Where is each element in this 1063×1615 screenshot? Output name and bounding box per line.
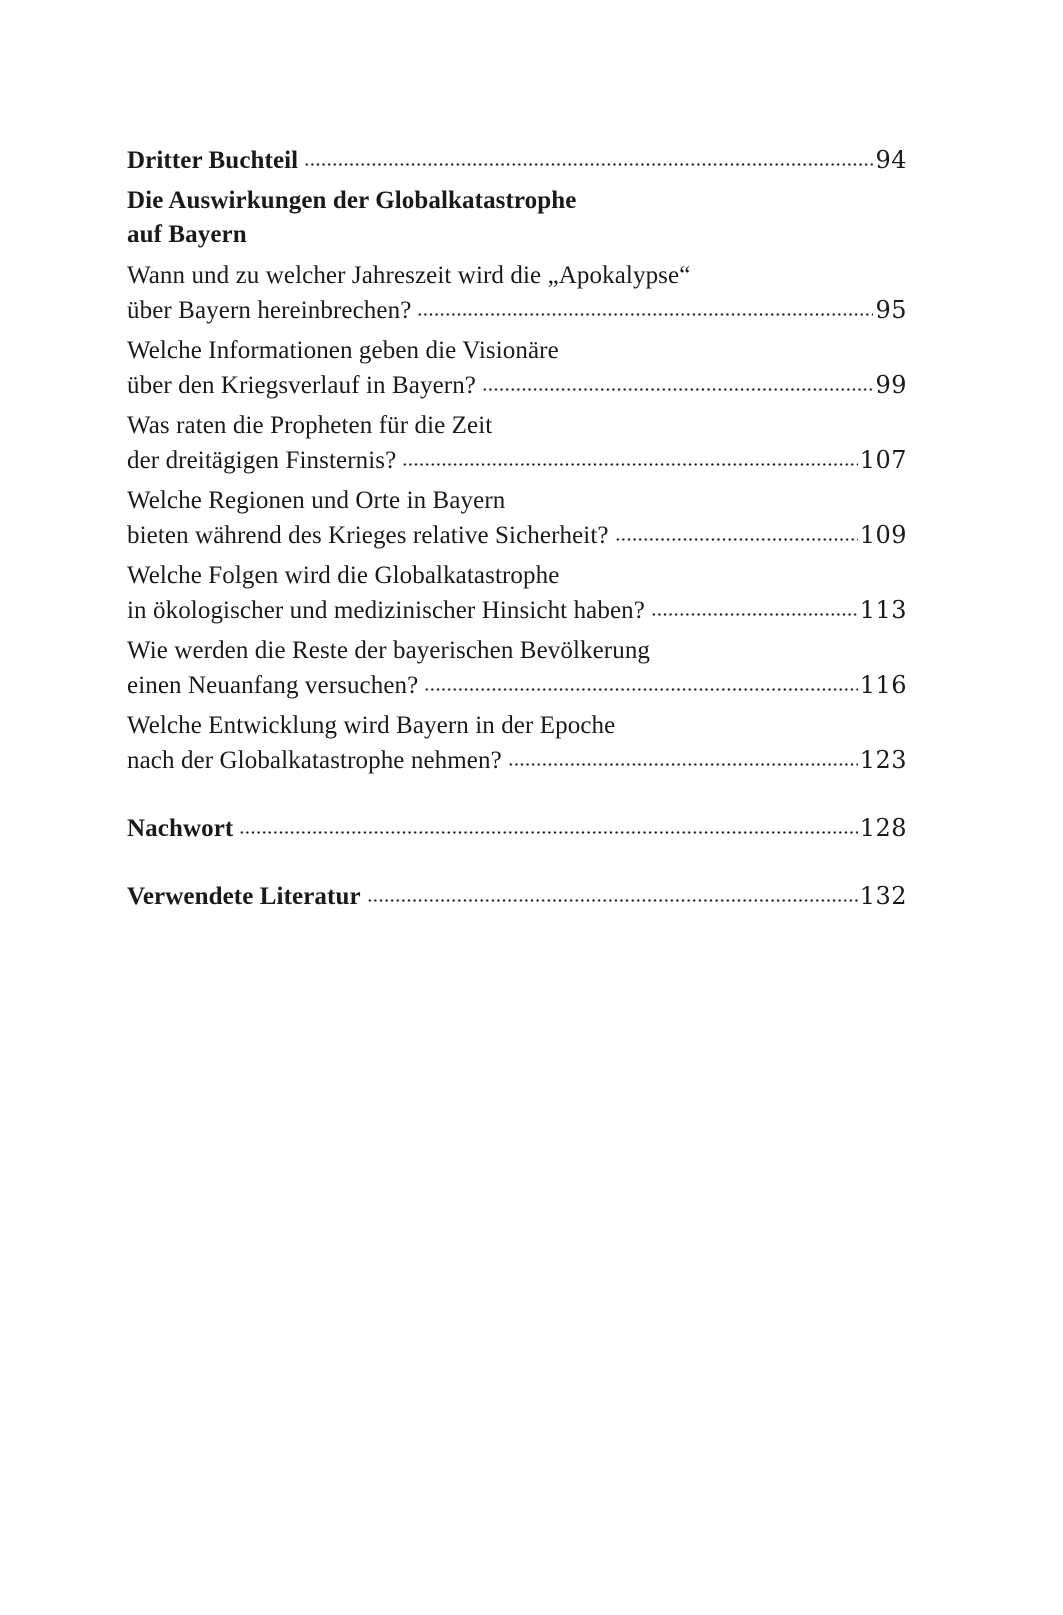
toc-entry[interactable]	[127, 559, 907, 627]
entry-line1: Welche Regionen und Orte in Bayern	[127, 487, 506, 514]
toc-literatur-line[interactable]	[127, 879, 907, 913]
part-title: Dritter Buchteil	[127, 147, 299, 174]
page-number: 94	[875, 146, 907, 174]
section-heading	[127, 184, 907, 252]
toc-entry[interactable]	[127, 259, 907, 327]
entry-line2: in ökologischer und medizinischer Hinsicht haben?	[127, 597, 645, 624]
dot-leader	[402, 448, 857, 468]
entry-line1: Welche Entwicklung wird Bayern in der Epoche	[127, 712, 616, 739]
dot-leader	[304, 148, 873, 168]
page-number: 109	[859, 521, 907, 549]
table-of-contents	[127, 143, 907, 913]
dot-leader	[615, 523, 858, 543]
dot-leader	[367, 884, 858, 904]
entry-line2: bieten während des Krieges relative Sicherheit?	[127, 522, 609, 549]
nachwort-title: Nachwort	[127, 815, 234, 842]
toc-entry[interactable]	[127, 334, 907, 402]
entry-line1: Welche Informationen geben die Visionäre	[127, 337, 559, 364]
page-number: 107	[859, 446, 907, 474]
toc-entry[interactable]	[127, 709, 907, 777]
entry-line2: über den Kriegsverlauf in Bayern?	[127, 372, 476, 399]
entry-line2: der dreitägigen Finsternis?	[127, 447, 397, 474]
dot-leader	[417, 298, 873, 318]
toc-part-line[interactable]	[127, 143, 907, 177]
entry-line2: nach der Globalkatastrophe nehmen?	[127, 747, 502, 774]
entry-line1: Was raten die Propheten für die Zeit	[127, 412, 493, 439]
entry-line1: Wann und zu welcher Jahreszeit wird die „Apokalypse“	[127, 262, 691, 289]
dot-leader	[651, 598, 858, 618]
page-number: 123	[859, 746, 907, 774]
heading-line: Die Auswirkungen der Globalkatastrophe	[127, 187, 577, 214]
toc-entry[interactable]	[127, 484, 907, 552]
page-number: 132	[859, 882, 907, 910]
entry-line1: Wie werden die Reste der bayerischen Bevölkerung	[127, 637, 651, 664]
dot-leader	[508, 748, 858, 768]
toc-nachwort-line[interactable]	[127, 811, 907, 845]
entry-line1: Welche Folgen wird die Globalkatastrophe	[127, 562, 560, 589]
dot-leader	[482, 373, 873, 393]
page-number: 99	[875, 371, 907, 399]
heading-line: auf Bayern	[127, 221, 247, 248]
toc-entry[interactable]	[127, 634, 907, 702]
page-number: 116	[859, 671, 907, 699]
entry-line2: einen Neuanfang versuchen?	[127, 672, 419, 699]
page-number: 128	[859, 814, 907, 842]
page-number: 113	[859, 596, 907, 624]
dot-leader	[424, 673, 857, 693]
toc-entry[interactable]	[127, 409, 907, 477]
entry-line2: über Bayern hereinbrechen?	[127, 297, 412, 324]
page-number: 95	[875, 296, 907, 324]
literatur-title: Verwendete Literatur	[127, 883, 361, 910]
dot-leader	[239, 816, 857, 836]
